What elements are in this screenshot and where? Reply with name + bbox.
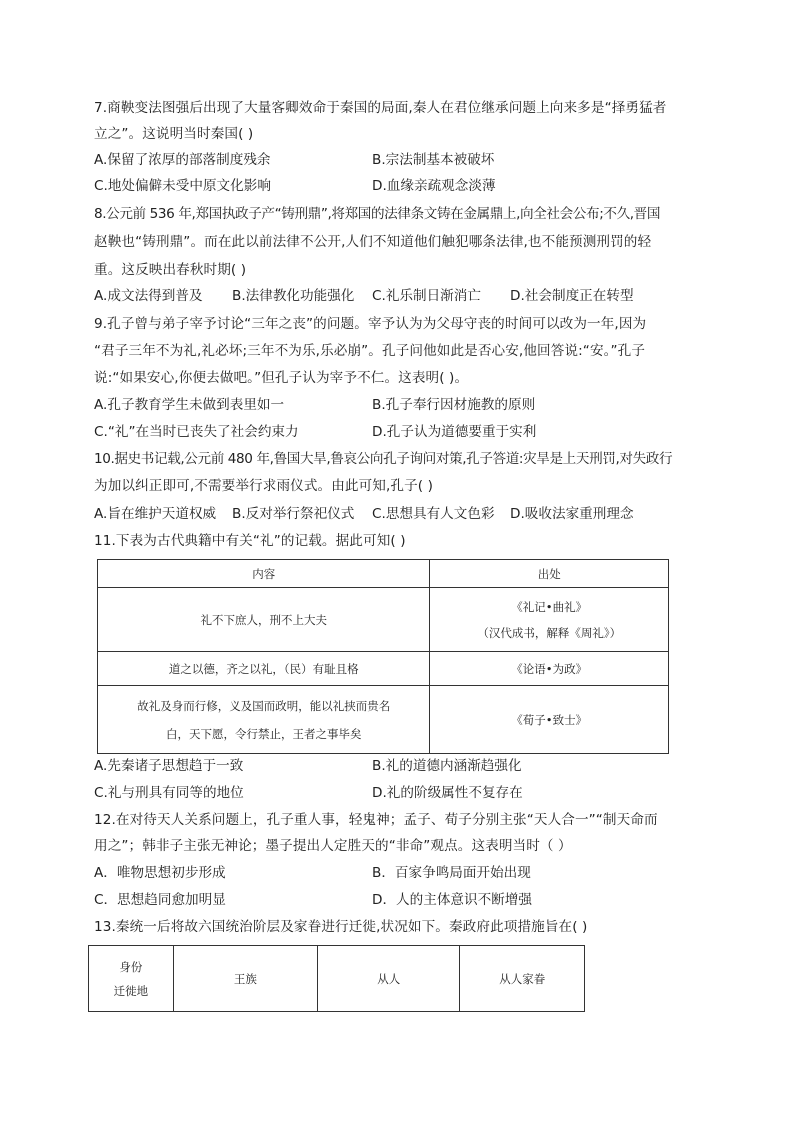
- content-line: 白，天下愿，令行禁止，王者之事毕矣: [165, 726, 362, 741]
- q11-stem-line1: 11.下表为古代典籍中有关“礼”的记载。据此可知( ): [94, 533, 406, 549]
- table-cell-content: [98, 686, 430, 754]
- corner-top-label: 身份: [119, 959, 143, 974]
- table-corner-cell: [89, 946, 174, 1012]
- table-header-royal-clan: 王族: [173, 946, 317, 1012]
- table-header-followers: 从人: [318, 946, 460, 1012]
- source-note: （汉代成书，解释《周礼》）: [477, 625, 622, 640]
- table-cell-content: 礼不下庶人，刑不上大夫: [98, 588, 430, 652]
- q8-stem-line1: 8.公元前 536 年,郑国执政子产“铸刑鼎”,将郑国的法律条文铸在金属鼎上,向全社会公布;不久,晋国: [94, 206, 661, 222]
- q12-stem-line1: 12.在对待天人关系问题上，孔子重人事，轻鬼神；孟子、荀子分别主张“天人合一”“制天命而: [94, 812, 658, 828]
- q10-stem-line2: 为加以纠正即可,不需要举行求雨仪式。由此可知,孔子( ): [94, 478, 434, 494]
- q7-option-a: A.保留了浓厚的部落制度残余: [94, 152, 271, 168]
- q8-stem-line2: 赵鞅也“铸刑鼎”。而在此以前法律不公开,人们不知道他们触犯哪条法律,也不能预测刑罚的轻: [94, 234, 652, 250]
- q11-option-c: C.礼与刑具有同等的地位: [94, 785, 244, 801]
- q10-option-d: D.吸收法家重刑理念: [510, 506, 634, 522]
- content-line: 故礼及身而行修，义及国而政明，能以礼挟而贵名: [137, 698, 391, 713]
- q12-option-a: A．唯物思想初步形成: [94, 865, 226, 881]
- q8-stem-line3: 重。这反映出春秋时期( ): [94, 262, 247, 278]
- table-row: [98, 588, 669, 652]
- table-header-row: [89, 946, 585, 1012]
- q10-option-a: A.旨在维护天道权威: [94, 506, 217, 522]
- q10-stem-line1: 10.据史书记载,公元前 480 年,鲁国大旱,鲁哀公向孔子询问对策,孔子答道:灾旱是上天刑罚,对失政行: [94, 451, 673, 467]
- table-cell-content: 道之以德，齐之以礼，（民）有耻且格: [98, 652, 430, 686]
- q12-option-c: C．思想趋同愈加明显: [94, 892, 226, 908]
- q7-option-d: D.血缘亲疏观念淡薄: [372, 178, 496, 194]
- q8-option-d: D.社会制度正在转型: [510, 288, 634, 304]
- table-header-followers-families: 从人家眷: [460, 946, 585, 1012]
- q12-option-b: B．百家争鸣局面开始出现: [372, 865, 531, 881]
- q7-option-c: C.地处偏僻未受中原文化影响: [94, 178, 271, 194]
- table-row: [98, 686, 669, 754]
- q9-option-d: D.孔子认为道德要重于实利: [372, 424, 537, 440]
- q11-option-d: D.礼的阶级属性不复存在: [372, 785, 523, 801]
- q9-option-a: A.孔子教育学生未做到表里如一: [94, 397, 285, 413]
- table-header-row: [98, 560, 669, 588]
- table-cell-source: [430, 588, 669, 652]
- q11-option-a: A.先秦诸子思想趋于一致: [94, 758, 244, 774]
- q10-option-b: B.反对举行祭祀仪式: [232, 506, 355, 522]
- q11-table: [97, 559, 669, 754]
- q7-option-b: B.宗法制基本被破坏: [372, 152, 495, 168]
- q10-option-c: C.思想具有人文色彩: [372, 506, 495, 522]
- q9-stem-line2: “君子三年不为礼,礼必坏;三年不为乐,乐必崩”。孔子问他如此是否心安,他回答说:“安。”孔子: [94, 343, 646, 359]
- corner-bottom-label: 迁徙地: [113, 983, 149, 998]
- q13-stem-line1: 13.秦统一后将故六国统治阶层及家眷进行迁徙,状况如下。秦政府此项措施旨在( ): [94, 919, 588, 935]
- q8-option-b: B.法律教化功能强化: [232, 288, 355, 304]
- q13-table: [88, 945, 585, 1012]
- source-line: 《礼记•曲礼》: [511, 599, 588, 614]
- q12-option-d: D．人的主体意识不断增强: [372, 892, 532, 908]
- q8-option-c: C.礼乐制日渐消亡: [372, 288, 481, 304]
- table-cell-source: 《论语•为政》: [430, 652, 669, 686]
- q9-stem-line1: 9.孔子曾与弟子宰予讨论“三年之丧”的问题。宰予认为为父母守丧的时间可以改为一年,因为: [94, 316, 647, 332]
- table-header-content: 内容: [98, 560, 430, 588]
- q9-option-b: B.孔子奉行因材施教的原则: [372, 397, 536, 413]
- table-row: [98, 652, 669, 686]
- q9-option-c: C.“礼”在当时已丧失了社会约束力: [94, 424, 299, 440]
- q7-stem-line2: 立之”。这说明当时秦国( ): [94, 126, 254, 142]
- table-header-source: 出处: [430, 560, 669, 588]
- q8-option-a: A.成文法得到普及: [94, 288, 203, 304]
- q11-option-b: B.礼的道德内涵渐趋强化: [372, 758, 522, 774]
- q7-stem-line1: 7.商鞅变法图强后出现了大量客卿效命于秦国的局面,秦人在君位继承问题上向来多是“择勇猛者: [94, 100, 667, 116]
- q12-stem-line2: 用之”；韩非子主张无神论；墨子提出人定胜天的“非命”观点。这表明当时（ ）: [94, 838, 572, 854]
- q9-stem-line3: 说:“如果安心,你便去做吧。”但孔子认为宰予不仁。这表明( )。: [94, 370, 469, 386]
- table-cell-source: 《荀子•致士》: [430, 686, 669, 754]
